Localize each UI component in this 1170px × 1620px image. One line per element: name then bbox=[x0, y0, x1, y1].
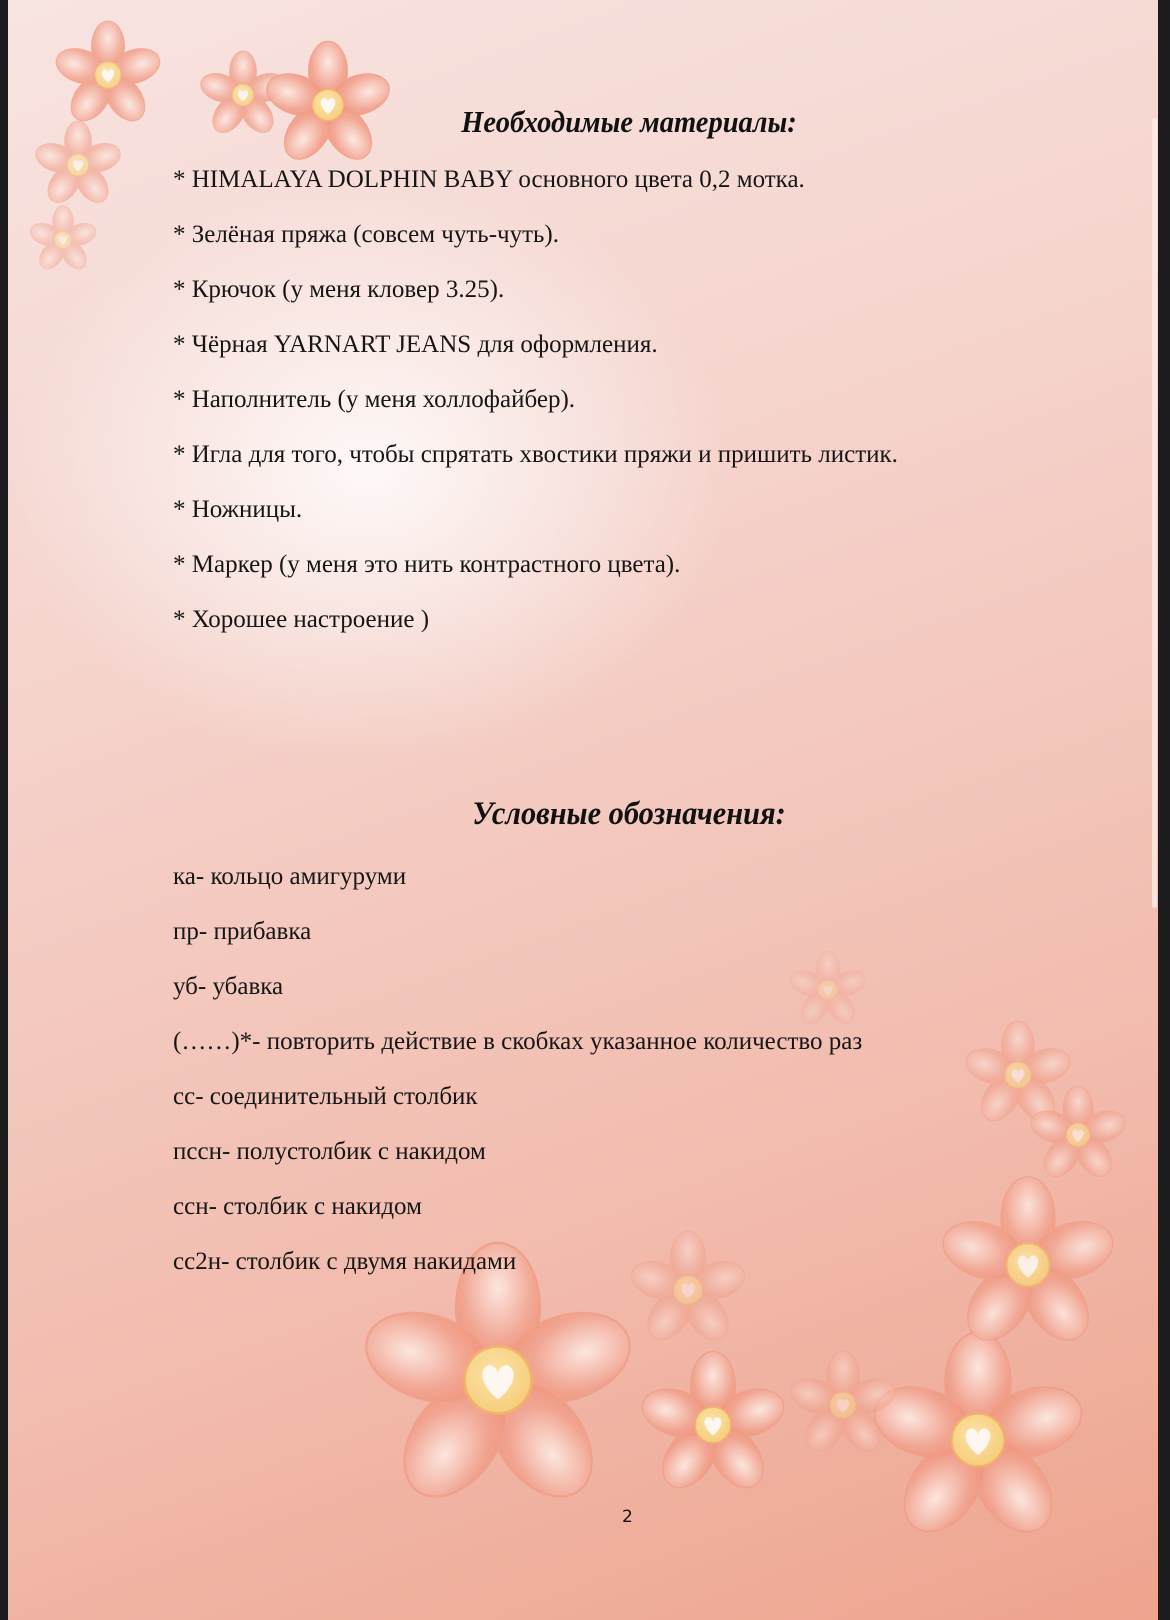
viewer-frame-left bbox=[0, 0, 8, 1620]
list-item: ка- кольцо амигуруми bbox=[173, 863, 407, 890]
flower-icon bbox=[638, 1350, 788, 1500]
list-item: пр- прибавка bbox=[173, 918, 312, 945]
list-item: сс- соединительный столбик bbox=[173, 1083, 478, 1110]
page-number: 2 bbox=[622, 1507, 633, 1527]
flower-icon bbox=[788, 1350, 898, 1460]
list-item: * Чёрная YARNART JEANS для оформления. bbox=[173, 331, 658, 358]
flower-icon bbox=[1028, 1085, 1128, 1185]
list-item: ссн- столбик с накидом bbox=[173, 1193, 422, 1220]
flower-icon bbox=[938, 1175, 1118, 1355]
flower-icon bbox=[868, 1330, 1088, 1550]
list-item: * Игла для того, чтобы спрятать хвостики пряжи и пришить листик. bbox=[173, 441, 898, 468]
viewer-frame-right bbox=[1158, 0, 1170, 1620]
materials-heading: Необходимые материалы: bbox=[461, 104, 797, 139]
document-page bbox=[8, 0, 1158, 1620]
list-item: * Хорошее настроение ) bbox=[173, 606, 430, 633]
list-item: * Ножницы. bbox=[173, 496, 303, 523]
legend-heading: Условные обозначения: bbox=[472, 796, 786, 832]
flower-icon bbox=[28, 205, 98, 275]
list-item: уб- убавка bbox=[173, 973, 284, 1000]
list-item: (……)*- повторить действие в скобках указанное количество раз bbox=[173, 1028, 863, 1055]
list-item: * Зелёная пряжа (совсем чуть-чуть). bbox=[173, 221, 560, 248]
list-item: пссн- полустолбик с накидом bbox=[173, 1138, 486, 1165]
list-item: сс2н- столбик с двумя накидами bbox=[173, 1248, 517, 1275]
list-item: * Наполнитель (у меня холлофайбер). bbox=[173, 386, 576, 413]
list-item: * HIMALAYA DOLPHIN BABY основного цвета 0,2 мотка. bbox=[173, 166, 805, 193]
vertical-scrollbar[interactable] bbox=[1152, 118, 1157, 908]
list-item: * Маркер (у меня это нить контрастного цвета). bbox=[173, 551, 681, 578]
list-item: * Крючок (у меня кловер 3.25). bbox=[173, 276, 505, 303]
legend-list bbox=[173, 862, 862, 1302]
materials-list bbox=[173, 165, 898, 660]
